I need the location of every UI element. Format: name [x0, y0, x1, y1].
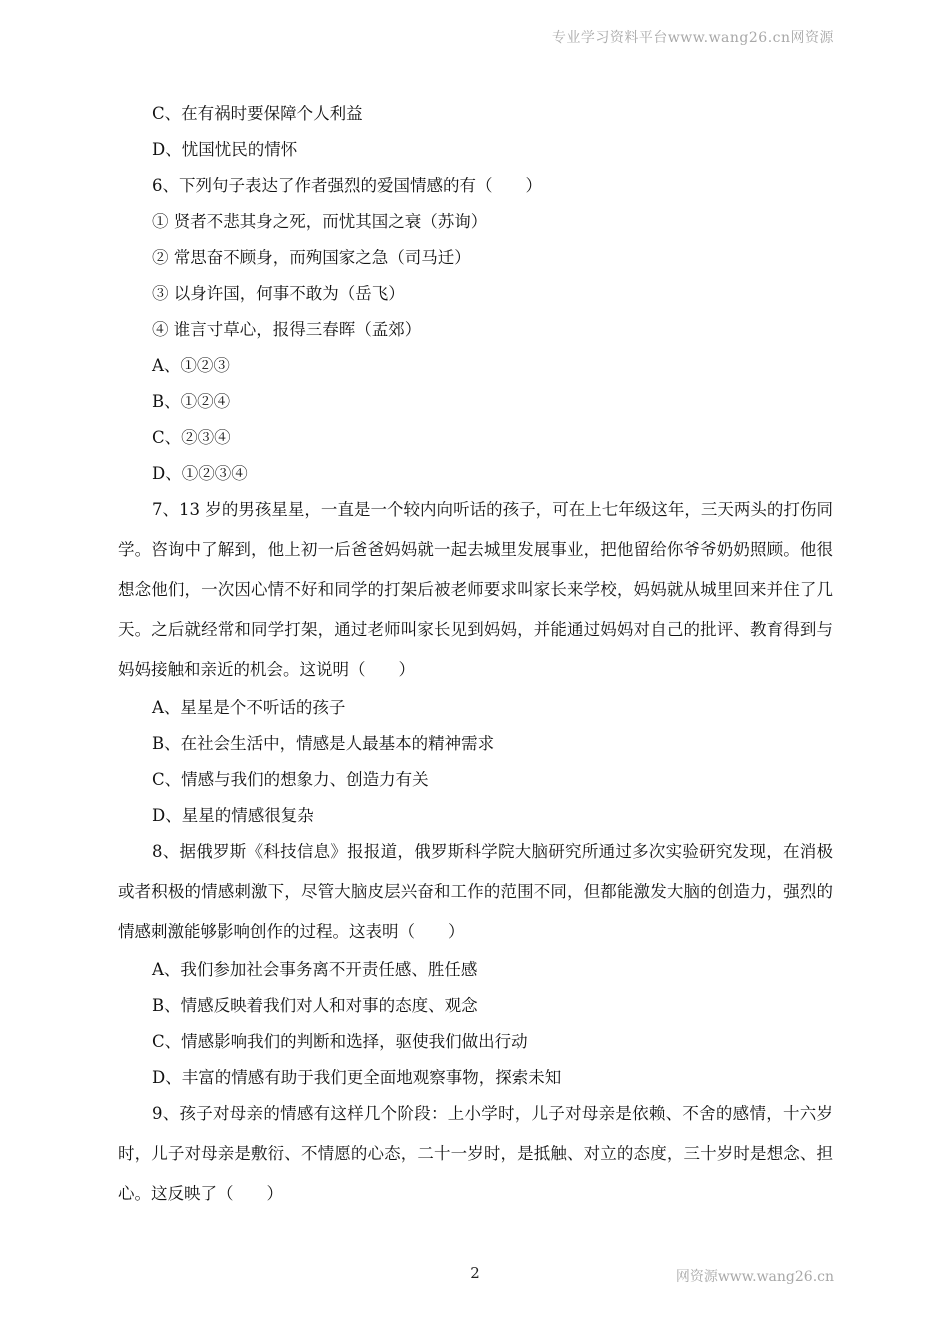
option-6c: C、②③④ [152, 428, 231, 447]
option-7a: A、星星是个不听话的孩子 [152, 698, 346, 717]
question-6-item-1: ① 贤者不悲其身之死，而忧其国之衰（苏询） [152, 212, 488, 231]
option-6b: B、①②④ [152, 392, 231, 411]
footer-watermark: 网资源www.wang26.cn [675, 1269, 834, 1285]
question-6-stem: 6、下列句子表达了作者强烈的爱国情感的有（ ） [152, 176, 542, 195]
option-7d: D、星星的情感很复杂 [152, 806, 314, 825]
document-body [118, 96, 833, 1214]
option-6a: A、①②③ [152, 356, 230, 375]
option-8c: C、情感影响我们的判断和选择，驱使我们做出行动 [152, 1032, 528, 1051]
option-6d: D、①②③④ [152, 464, 248, 483]
option-8b: B、情感反映着我们对人和对事的态度、观念 [152, 996, 478, 1015]
question-9-stem: 9、孩子对母亲的情感有这样几个阶段：上小学时，儿子对母亲是依赖、不舍的感情，十六岁时，儿子对母亲是敷衍、不情愿的心态，二十一岁时，是抵触、对立的态度，三十岁时是想念、担心。这反映了（ ） [118, 1104, 833, 1203]
question-7-stem: 7、13 岁的男孩星星，一直是一个较内向听话的孩子，可在上七年级这年，三天两头的打伤同学。咨询中了解到，他上初一后爸爸妈妈就一起去城里发展事业，把他留给你爷爷奶奶照顾。他很想念他们，一次因心情不好和同学的打架后被老师要求叫家长来学校，妈妈就从城里回来并住了几天。之后就经常和同学打架，通过老师叫家长见到妈妈，并能通过妈妈对自己的批评、教育得到与妈妈接触和亲近的机会。这说明（ ） [118, 500, 833, 679]
option-7c: C、情感与我们的想象力、创造力有关 [152, 770, 429, 789]
option-7b: B、在社会生活中，情感是人最基本的精神需求 [152, 734, 495, 753]
question-6-item-4: ④ 谁言寸草心，报得三春晖（孟郊） [152, 320, 422, 339]
header-watermark: 专业学习资料平台www.wang26.cn网资源 [551, 30, 834, 46]
option-8a: A、我们参加社会事务离不开责任感、胜任感 [152, 960, 478, 979]
option-5d: D、忧国忧民的情怀 [152, 140, 298, 159]
question-6-item-2: ② 常思奋不顾身，而殉国家之急（司马迁） [152, 248, 471, 267]
question-8-stem: 8、据俄罗斯《科技信息》报报道，俄罗斯科学院大脑研究所通过多次实验研究发现，在消极或者积极的情感刺激下，尽管大脑皮层兴奋和工作的范围不同，但都能激发大脑的创造力，强烈的情感刺激能够影响创作的过程。这表明（ ） [118, 842, 833, 941]
page-number: 2 [470, 1264, 480, 1282]
question-6-item-3: ③ 以身许国，何事不敢为（岳飞） [152, 284, 405, 303]
option-8d: D、丰富的情感有助于我们更全面地观察事物，探索未知 [152, 1068, 562, 1087]
option-5c: C、在有祸时要保障个人利益 [152, 104, 363, 123]
